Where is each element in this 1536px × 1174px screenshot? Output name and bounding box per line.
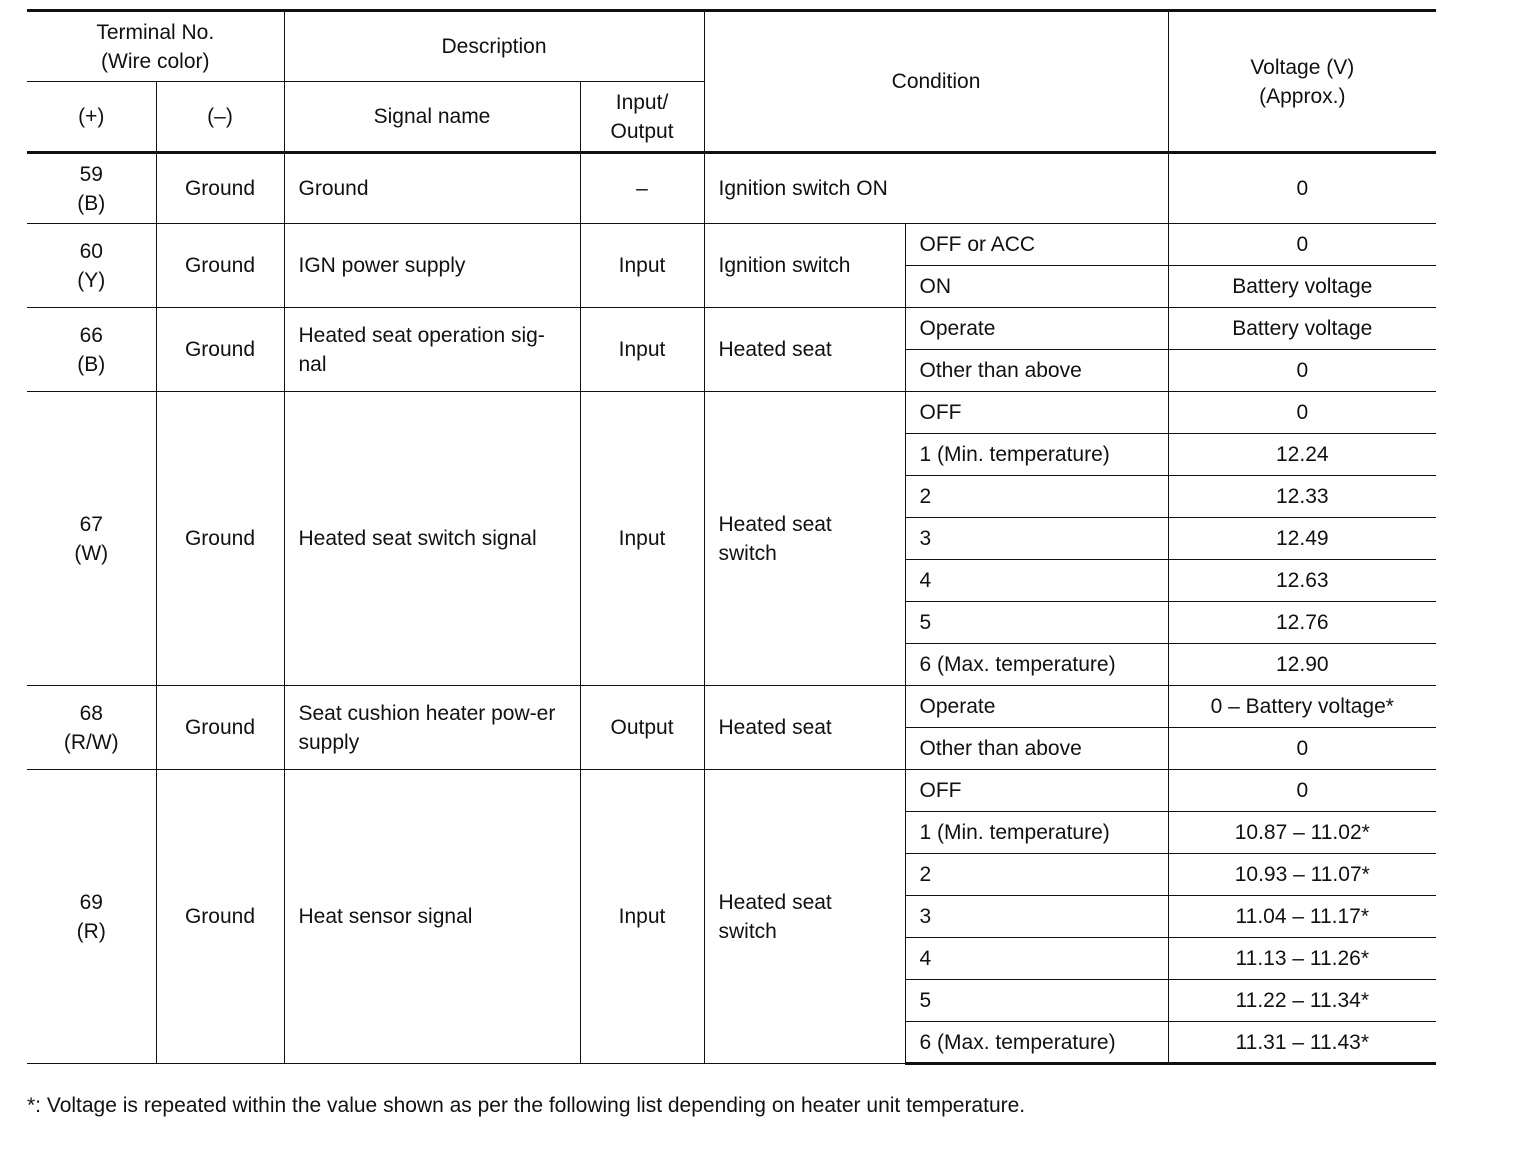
terminal-cell [27,153,156,224]
io-cell: Input [580,308,704,392]
minus-cell: Ground [156,224,284,308]
state-cell: OFF [905,770,1168,812]
state-cell: 1 (Min. temperature) [905,812,1168,854]
state-cell: 5 [905,980,1168,1022]
state-cell: ON [905,266,1168,308]
minus-cell: Ground [156,308,284,392]
voltage-cell: 10.87 – 11.02* [1168,812,1436,854]
voltage-cell: 0 [1168,224,1436,266]
terminal-number: 68 [79,701,103,725]
signal-name-cell: Heated seat switch signal [284,392,580,686]
voltage-cell: 0 [1168,392,1436,434]
wire-color: (Y) [77,268,106,292]
voltage-cell: 0 [1168,350,1436,392]
terminal-cell [27,392,156,686]
io-cell: Output [580,686,704,770]
voltage-cell: 11.04 – 11.17* [1168,896,1436,938]
voltage-cell: 12.49 [1168,518,1436,560]
terminal-number: 67 [79,512,103,536]
voltage-cell: 0 [1168,153,1436,224]
voltage-cell: 0 [1168,770,1436,812]
terminal-number: 59 [79,162,103,186]
state-cell: 2 [905,476,1168,518]
voltage-cell: Battery voltage [1168,308,1436,350]
voltage-cell: 10.93 – 11.07* [1168,854,1436,896]
header-voltage-label: Voltage (V) [1250,55,1355,79]
io-cell: Input [580,392,704,686]
voltage-cell: 11.13 – 11.26* [1168,938,1436,980]
voltage-cell: 0 – Battery voltage* [1168,686,1436,728]
table-row [27,392,1436,434]
signal-name-cell: Ground [284,153,580,224]
wire-color: (W) [74,541,109,565]
condition-cell: Ignition switch [704,224,905,308]
state-cell: Operate [905,308,1168,350]
header-output-label: Output [610,119,674,143]
header-terminal-no [27,11,284,82]
table-row [27,153,1436,224]
state-cell: 6 (Max. temperature) [905,644,1168,686]
signal-name-cell: Seat cushion heater pow-er supply [284,686,580,770]
voltage-cell: 12.33 [1168,476,1436,518]
header-voltage [1168,11,1436,153]
wire-color: (B) [77,191,106,215]
voltage-cell: 12.90 [1168,644,1436,686]
voltage-cell: Battery voltage [1168,266,1436,308]
state-cell: 2 [905,854,1168,896]
signal-name-cell: IGN power supply [284,224,580,308]
wire-color: (R) [76,919,106,943]
minus-cell: Ground [156,686,284,770]
terminal-cell [27,308,156,392]
terminal-number: 69 [79,890,103,914]
table-row [27,224,1436,266]
voltage-cell: 11.22 – 11.34* [1168,980,1436,1022]
terminal-number: 66 [79,323,103,347]
voltage-cell: 12.24 [1168,434,1436,476]
voltage-cell: 0 [1168,728,1436,770]
header-minus: (–) [156,82,284,153]
header-wire-color-label: (Wire color) [101,49,210,73]
condition-cell: Heated seat switch [704,770,905,1064]
header-row-1 [27,11,1436,82]
state-cell: 6 (Max. temperature) [905,1022,1168,1064]
footnote: *: Voltage is repeated within the value shown as per the following list depending on heater unit temperature. [27,1094,1026,1117]
state-cell: 5 [905,602,1168,644]
state-cell: OFF or ACC [905,224,1168,266]
header-input-output [580,82,704,153]
table-row [27,308,1436,350]
header-signal-name: Signal name [284,82,580,153]
state-cell: OFF [905,392,1168,434]
table-row [27,686,1436,728]
signal-name-cell: Heat sensor signal [284,770,580,1064]
state-cell: 4 [905,938,1168,980]
condition-cell: Heated seat [704,308,905,392]
header-plus: (+) [27,82,156,153]
minus-cell: Ground [156,153,284,224]
terminal-cell [27,686,156,770]
condition-cell: Heated seat switch [704,392,905,686]
minus-cell: Ground [156,770,284,1064]
minus-cell: Ground [156,392,284,686]
voltage-cell: 12.63 [1168,560,1436,602]
state-cell: 3 [905,896,1168,938]
header-terminal-no-label: Terminal No. [96,20,215,44]
state-cell: 4 [905,560,1168,602]
condition-cell: Heated seat [704,686,905,770]
terminal-cell [27,770,156,1064]
io-cell: – [580,153,704,224]
io-cell: Input [580,770,704,1064]
wire-color: (R/W) [63,730,119,754]
state-cell: 1 (Min. temperature) [905,434,1168,476]
state-cell: Other than above [905,728,1168,770]
state-cell: Other than above [905,350,1168,392]
header-input-label: Input/ [615,90,669,114]
header-approx-label: (Approx.) [1259,84,1346,108]
header-description: Description [284,11,704,82]
terminal-number: 60 [79,239,103,263]
terminal-spec-table [27,9,1436,1065]
signal-name-cell: Heated seat operation sig-nal [284,308,580,392]
terminal-cell [27,224,156,308]
voltage-cell: 12.76 [1168,602,1436,644]
wire-color: (B) [77,352,106,376]
header-condition: Condition [704,11,1168,153]
condition-cell: Ignition switch ON [704,153,1168,224]
voltage-cell: 11.31 – 11.43* [1168,1022,1436,1064]
table-row [27,770,1436,812]
state-cell: 3 [905,518,1168,560]
state-cell: Operate [905,686,1168,728]
io-cell: Input [580,224,704,308]
